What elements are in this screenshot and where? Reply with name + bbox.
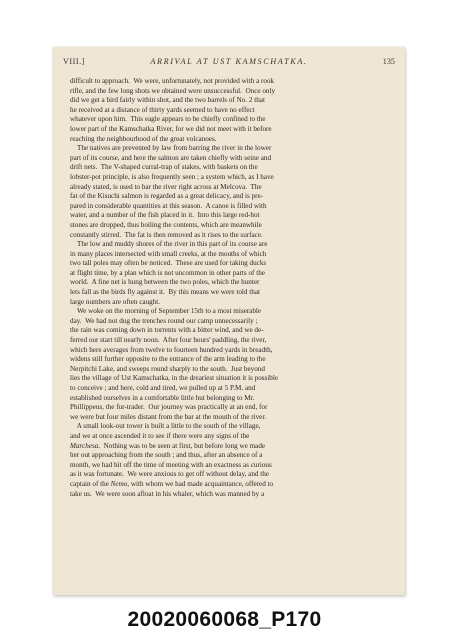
- text-line: Nerpitchi Lake, and sweeps round sharply to the south. Just beyond: [70, 364, 265, 373]
- text-line: lobster-pot principle, is also frequently seen ; a system which, as I have: [70, 172, 274, 181]
- text-line: Marchesa. Nothing was to be seen at first, but before long we made: [70, 441, 266, 450]
- text-line: take us. We were soon afloat in his whaler, which was manned by a: [70, 489, 265, 498]
- text-line: at flight time, by a plan which is not uncommon in other parts of the: [70, 268, 265, 277]
- text-line: did we get a bird fairly within shot, and the two barrels of No. 2 that: [70, 96, 265, 105]
- text-line: month, we had hit off the time of meeting with an exactness as curious: [70, 460, 272, 469]
- text-line: constantly stirred. The fat is then removed as it rises to the surface.: [70, 230, 263, 239]
- text-line: we were but four miles distant from the bar at the mouth of the river.: [70, 412, 267, 421]
- text-line: large numbers are often caught.: [70, 297, 161, 306]
- running-title: ARRIVAL AT UST KAMSCHATKA.: [150, 57, 308, 66]
- text-line: A small look-out tower is built a little to the south of the village,: [70, 422, 261, 431]
- text-line: part of its course, and here the salmon are taken chiefly with seine and: [70, 153, 272, 162]
- text-line: captain of the Nemo, with whom we had made acquaintance, offered to: [70, 479, 274, 488]
- page-number: 135: [382, 57, 395, 66]
- text-line: to conceive ; and here, cold and tired, we pulled up at 5 P.M. and: [70, 384, 256, 392]
- text-line: in many places intersected with small creeks, at the mouths of which: [70, 249, 267, 258]
- text-line: lies the village of Ust Kamschatka, in the dreariest situation it is possible: [70, 374, 279, 383]
- text-line: established ourselves in a comfortable little hut belonging to Mr.: [70, 393, 255, 402]
- text-line: her out approaching from the south ; and thus, after an absence of a: [70, 451, 263, 460]
- book-page: [53, 47, 405, 595]
- text-line: Phillippeus, the fur-trader. Our journey was practically at an end, for: [70, 403, 268, 412]
- chapter-marker: VIII.]: [63, 57, 85, 66]
- text-line: difficult to approach. We were, unfortunately, not provided with a rook: [70, 77, 275, 85]
- text-line: the rain was coming down in torrents with a bitter wind, and we de-: [70, 326, 264, 335]
- text-line: reaching the neighbourhood of the great volcanoes.: [70, 134, 217, 143]
- text-line: as it was fortunate. We were anxious to get off without delay, and the: [70, 470, 269, 479]
- text-line: already stated, is used to bar the river right across at Melcova. The: [70, 182, 262, 191]
- text-line: fat of the Kisuchi salmon is regarded as a great delicacy, and is pre-: [70, 192, 264, 201]
- text-line: We woke on the morning of September 15th to a most miserable: [70, 307, 262, 316]
- text-line: ferred our start till nearly noon. After four hours' paddling, the river,: [70, 336, 267, 345]
- text-line: The low and muddy shores of the river in this part of its course are: [70, 240, 268, 249]
- text-line: drift nets. The V-shaped curral-trap of stakes, with baskets on the: [70, 163, 258, 172]
- text-line: world. A fine net is hung between the two poles, which the hunter: [70, 278, 260, 287]
- image-id-caption: 20020060068_P170: [127, 608, 322, 631]
- text-line: he received at a distance of thirty yards seemed to have no effect: [70, 105, 255, 114]
- text-line: two tall poles may often be noticed. These are used for taking ducks: [70, 259, 267, 268]
- text-line: lower part of the Kamschatka River, for we did not meet with it before: [70, 124, 272, 133]
- text-line: stones are dropped, thus boiling the contents, which are meanwhile: [70, 220, 262, 229]
- text-line: widens still further opposite to the entrance of the arm leading to the: [70, 355, 266, 364]
- text-line: whatever upon him. This eagle appears to be chiefly confined to the: [70, 115, 266, 124]
- text-line: and we at once ascended it to see if there were any signs of the: [70, 431, 250, 440]
- text-line: The natives are prevented by law from barring the river in the lower: [70, 144, 272, 153]
- text-line: lets fall as the birds fly against it. By this means we were told that: [70, 288, 260, 297]
- text-line: pared in considerable quantities at this season. A canoe is filled with: [70, 201, 267, 210]
- text-line: which here averages from twelve to fourteen hundred yards in breadth,: [70, 345, 273, 354]
- running-header: [63, 57, 395, 71]
- text-line: rifle, and the few long shots we obtained were unsuccessful. Once only: [70, 86, 276, 95]
- text-line: water, and a number of the fish placed in it. Into this large red-hot: [70, 211, 260, 220]
- text-line: day. We had not dug the trenches round our camp unnecessarily ;: [70, 316, 258, 325]
- body-text: [70, 77, 388, 499]
